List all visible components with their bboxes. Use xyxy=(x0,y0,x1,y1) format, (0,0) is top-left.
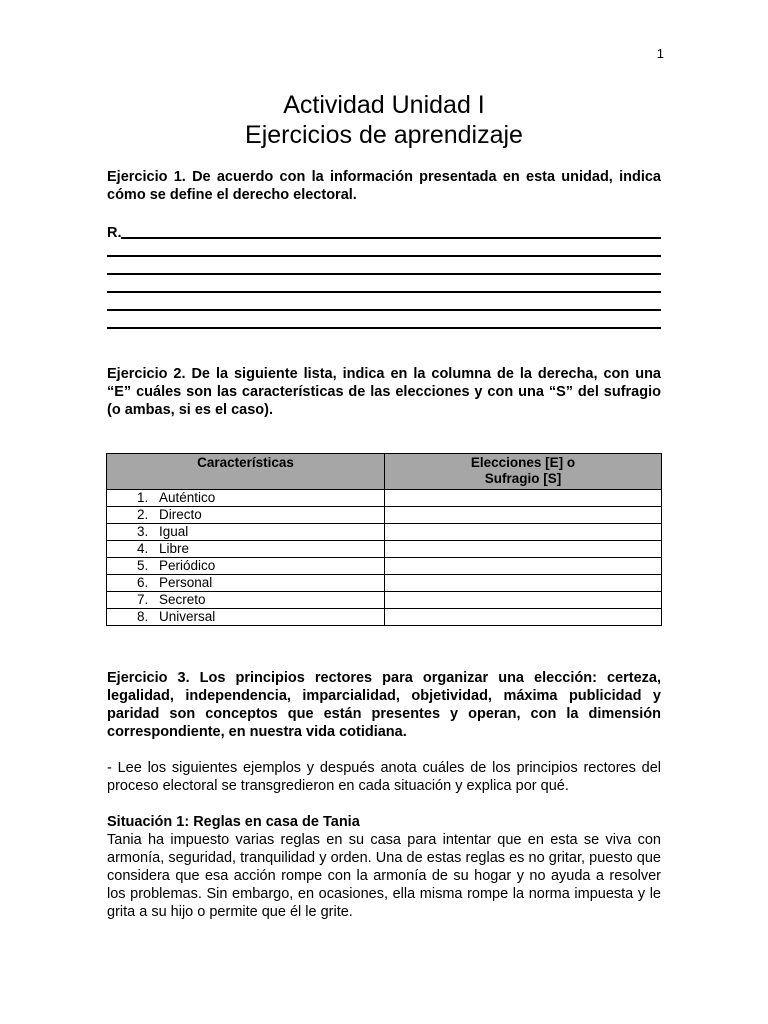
row-label: Periódico xyxy=(159,558,216,573)
characteristic-cell xyxy=(107,507,385,524)
row-number: 1. xyxy=(137,490,149,505)
table-row xyxy=(107,592,662,609)
exercise-3-instruction: - Lee los siguientes ejemplos y después anota cuáles de los principios rectores del proceso electoral se transgredieron en cada situación y explica por qué. xyxy=(107,760,661,794)
table-row xyxy=(107,541,662,558)
characteristic-cell xyxy=(107,541,385,558)
table-row xyxy=(107,524,662,541)
row-label: Libre xyxy=(159,541,190,556)
answer-line xyxy=(107,278,661,296)
row-number: 7. xyxy=(137,592,149,607)
exercise-1-answer-lines xyxy=(107,224,661,332)
table-row xyxy=(107,575,662,592)
answer-prefix: R. xyxy=(107,225,122,241)
exercise-3-prompt: Ejercicio 3. Los principios rectores para organizar una elección: certeza, legalidad, independencia, imparcialidad, objetividad, máxima publicidad y paridad son conceptos que están presentes y operan, con la dimensión correspondiente, en nuestra vida cotidiana. xyxy=(107,670,661,740)
answer-cell[interactable] xyxy=(385,558,662,575)
answer-line xyxy=(107,260,661,278)
row-number: 6. xyxy=(137,575,149,590)
column-header-line-2: Sufragio [S] xyxy=(484,471,562,486)
row-label: Universal xyxy=(159,609,216,624)
situation-1-text: Tania ha impuesto varias reglas en su casa para intentar que en esta se viva con armonía, seguridad, tranquilidad y orden. Una de estas reglas es no gritar, puesto que considera que esa acción rompe con la armonía de su hogar y no ayuda a resolver los problemas. Sin embargo, en ocasiones, ella misma rompe la norma impuesta y le grita a su hijo o permite que él le grite. xyxy=(107,832,661,920)
characteristic-cell xyxy=(107,575,385,592)
table-row xyxy=(107,558,662,575)
answer-cell[interactable] xyxy=(385,507,662,524)
exercise-1-prompt: Ejercicio 1. De acuerdo con la información presentada en esta unidad, indica cómo se define el derecho electoral. xyxy=(107,169,661,203)
row-number: 5. xyxy=(137,558,149,573)
answer-cell[interactable] xyxy=(385,609,662,626)
title-line-1: Actividad Unidad I xyxy=(283,91,485,119)
column-header-elections-suffrage xyxy=(385,454,662,490)
page-title xyxy=(0,90,768,150)
answer-cell[interactable] xyxy=(385,575,662,592)
answer-cell[interactable] xyxy=(385,524,662,541)
row-label: Igual xyxy=(159,524,189,539)
characteristic-cell xyxy=(107,524,385,541)
answer-line xyxy=(107,314,661,332)
page-number: 1 xyxy=(656,46,664,61)
table-row xyxy=(107,490,662,507)
row-number: 2. xyxy=(137,507,149,522)
row-label: Auténtico xyxy=(159,490,216,505)
exercise-2-prompt: Ejercicio 2. De la siguiente lista, indica en la columna de la derecha, con una “E” cuáles son las características de las elecciones y con una “S” del sufragio (o ambas, si es el caso). xyxy=(107,366,661,418)
row-number: 8. xyxy=(137,609,149,624)
situation-1-title: Situación 1: Reglas en casa de Tania xyxy=(107,814,360,830)
answer-line xyxy=(107,242,661,260)
title-line-2: Ejercicios de aprendizaje xyxy=(245,121,523,149)
table-header-row xyxy=(107,454,662,490)
answer-line xyxy=(107,224,661,242)
characteristic-cell xyxy=(107,490,385,507)
row-label: Secreto xyxy=(159,592,206,607)
column-header-line-1: Elecciones [E] o xyxy=(470,455,576,470)
characteristic-cell xyxy=(107,609,385,626)
answer-cell[interactable] xyxy=(385,592,662,609)
table-row xyxy=(107,507,662,524)
row-label: Directo xyxy=(159,507,202,522)
row-number: 3. xyxy=(137,524,149,539)
row-number: 4. xyxy=(137,541,149,556)
answer-cell[interactable] xyxy=(385,541,662,558)
characteristic-cell xyxy=(107,558,385,575)
characteristic-cell xyxy=(107,592,385,609)
column-header-characteristics: Características xyxy=(107,454,385,490)
answer-line xyxy=(107,296,661,314)
characteristics-table xyxy=(106,453,662,626)
answer-cell[interactable] xyxy=(385,490,662,507)
table-row xyxy=(107,609,662,626)
row-label: Personal xyxy=(159,575,213,590)
